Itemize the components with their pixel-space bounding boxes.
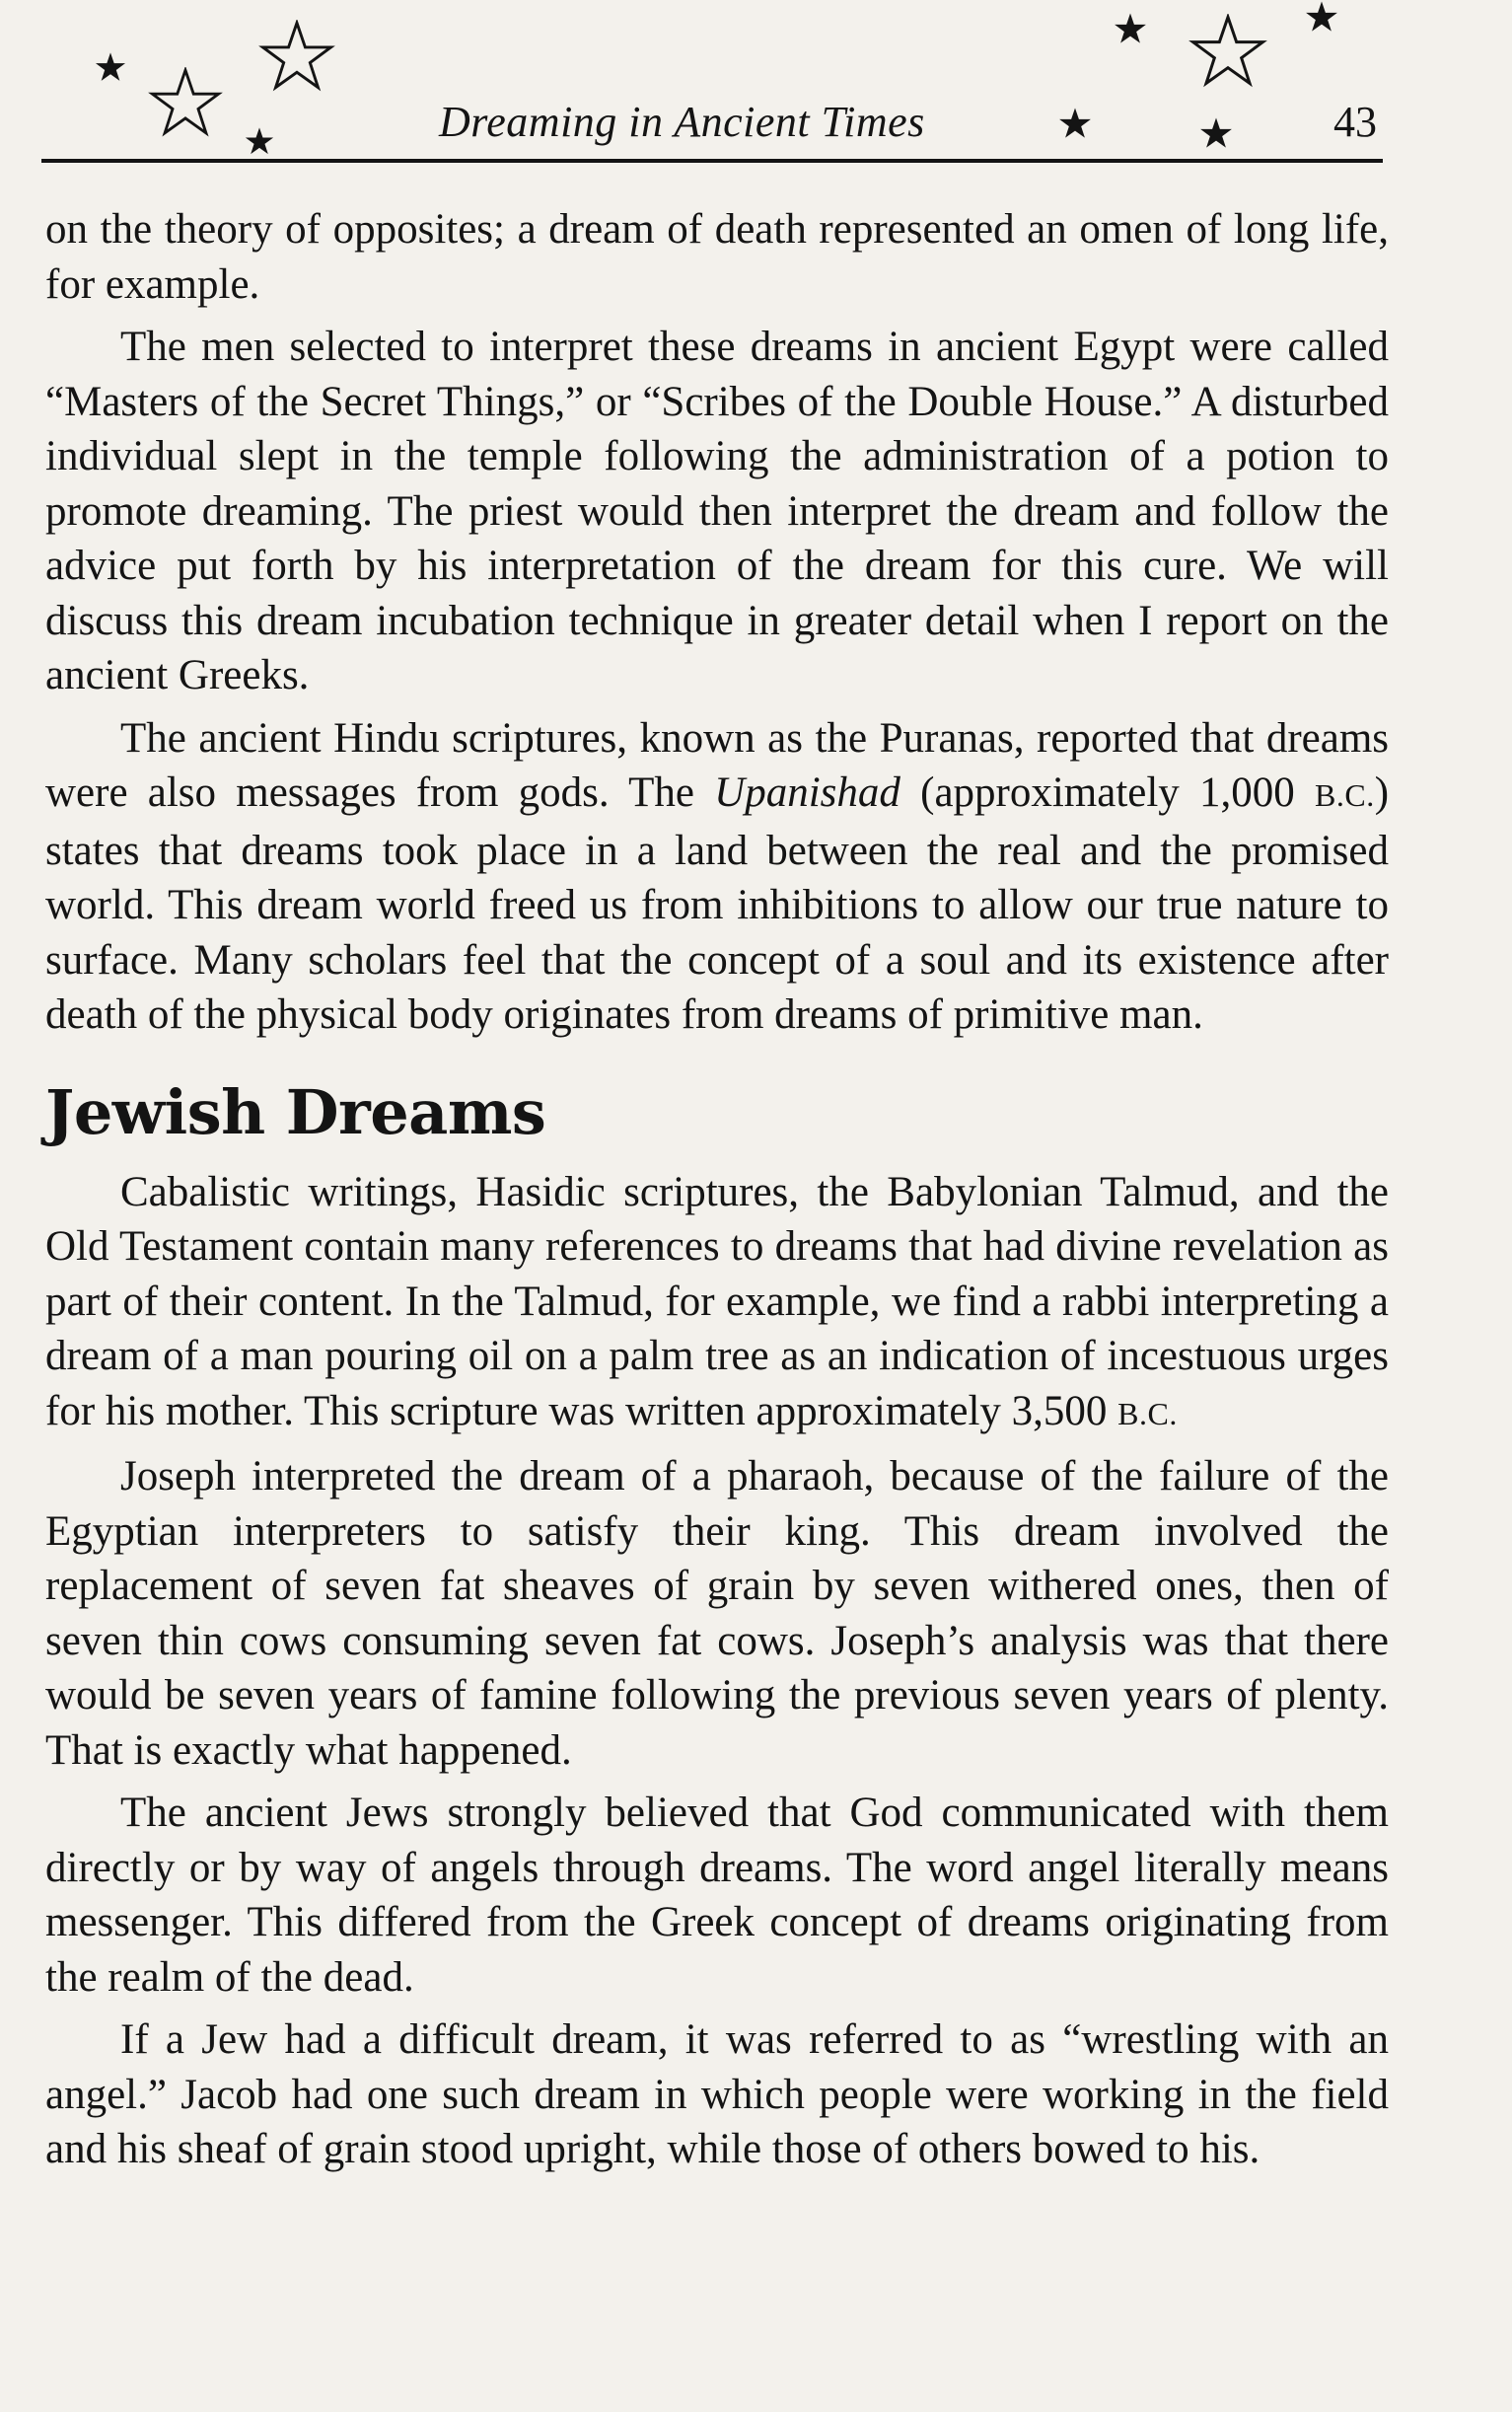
- paragraph: Joseph interpreted the dream of a pharaoh, because of the failure of the Egyptian interpreters to satisfy their king. This dream involved the replacement of seven fat sheaves of grain by seven withered ones, then of seven thin cows consuming seven fat cows. Joseph’s analysis was that there would be seven years of famine following the previous seven years of plenty. That is exactly what happened.: [45, 1453, 1389, 1774]
- paragraph: on the theory of opposites; a dream of death represented an omen of long life, for example.: [45, 206, 1389, 308]
- header-rule: [41, 159, 1383, 163]
- star-solid-icon: [94, 51, 127, 85]
- star-solid-icon: [1198, 116, 1234, 152]
- page-number: 43: [1333, 98, 1377, 146]
- paragraph: [45, 1165, 1389, 1442]
- era-abbreviation: B.C.: [1117, 1395, 1178, 1431]
- running-title: Dreaming in Ancient Times: [439, 98, 925, 146]
- era-abbreviation: B.C.: [1315, 777, 1375, 813]
- page-header: [0, 0, 1512, 173]
- star-solid-icon: [244, 126, 275, 158]
- paragraph: The ancient Jews strongly believed that God communicated with them directly or by way of angels through dreams. The word angel literally means messenger. This differed from the Greek concept of dreams originating from the realm of the dead.: [45, 1790, 1389, 2001]
- star-outline-icon: [148, 67, 223, 142]
- paragraph-text: ) states that dreams took place in a land between the real and the promised world. This dream world freed us from inhibitions to allow our true nature to surface. Many scholars feel that the concept of a soul and its existence after death of the physical body originates from dreams of primitive man.: [45, 769, 1390, 1038]
- star-outline-icon: [1188, 14, 1267, 93]
- star-outline-icon: [258, 20, 335, 97]
- star-solid-icon: [1057, 107, 1093, 142]
- paragraph: The men selected to interpret these dreams in ancient Egypt were called “Masters of the Secret Things,” or “Scribes of the Double House.” A disturbed individual slept in the temple following the administration of a potion to promote dreaming. The priest would then interpret the dream and follow the advice put forth by his interpretation of the dream for this cure. We will discuss this dream incubation technique in greater detail when I report on the ancient Greeks.: [45, 324, 1389, 698]
- body-text: [45, 202, 1389, 2177]
- paragraph: [45, 711, 1389, 1043]
- book-title: Upanishad: [714, 769, 900, 816]
- star-solid-icon: [1304, 0, 1339, 36]
- star-solid-icon: [1113, 12, 1148, 47]
- paragraph-text: Cabalistic writings, Hasidic scriptures, the Babylonian Talmud, and the Old Testament contain many references to dreams that had divine revelation as part of their content. In the Talmud, for example, we find a rabbi interpreting a dream of a man pouring oil on a palm tree as an indication of incestuous urges for his mother. This scripture was written approximately 3,500: [45, 1168, 1389, 1434]
- section-heading: Jewish Dreams: [45, 1075, 546, 1148]
- paragraph-text: The ancient Hindu scriptures, known as the Puranas, reported that dreams were also messages from gods. The: [45, 714, 1389, 816]
- paragraph-text: (approximately 1,000: [900, 769, 1315, 816]
- paragraph: If a Jew had a difficult dream, it was referred to as “wrestling with an angel.” Jacob had one such dream in which people were working in the field and his sheaf of grain stood upright, while those of others bowed to his.: [45, 2016, 1389, 2172]
